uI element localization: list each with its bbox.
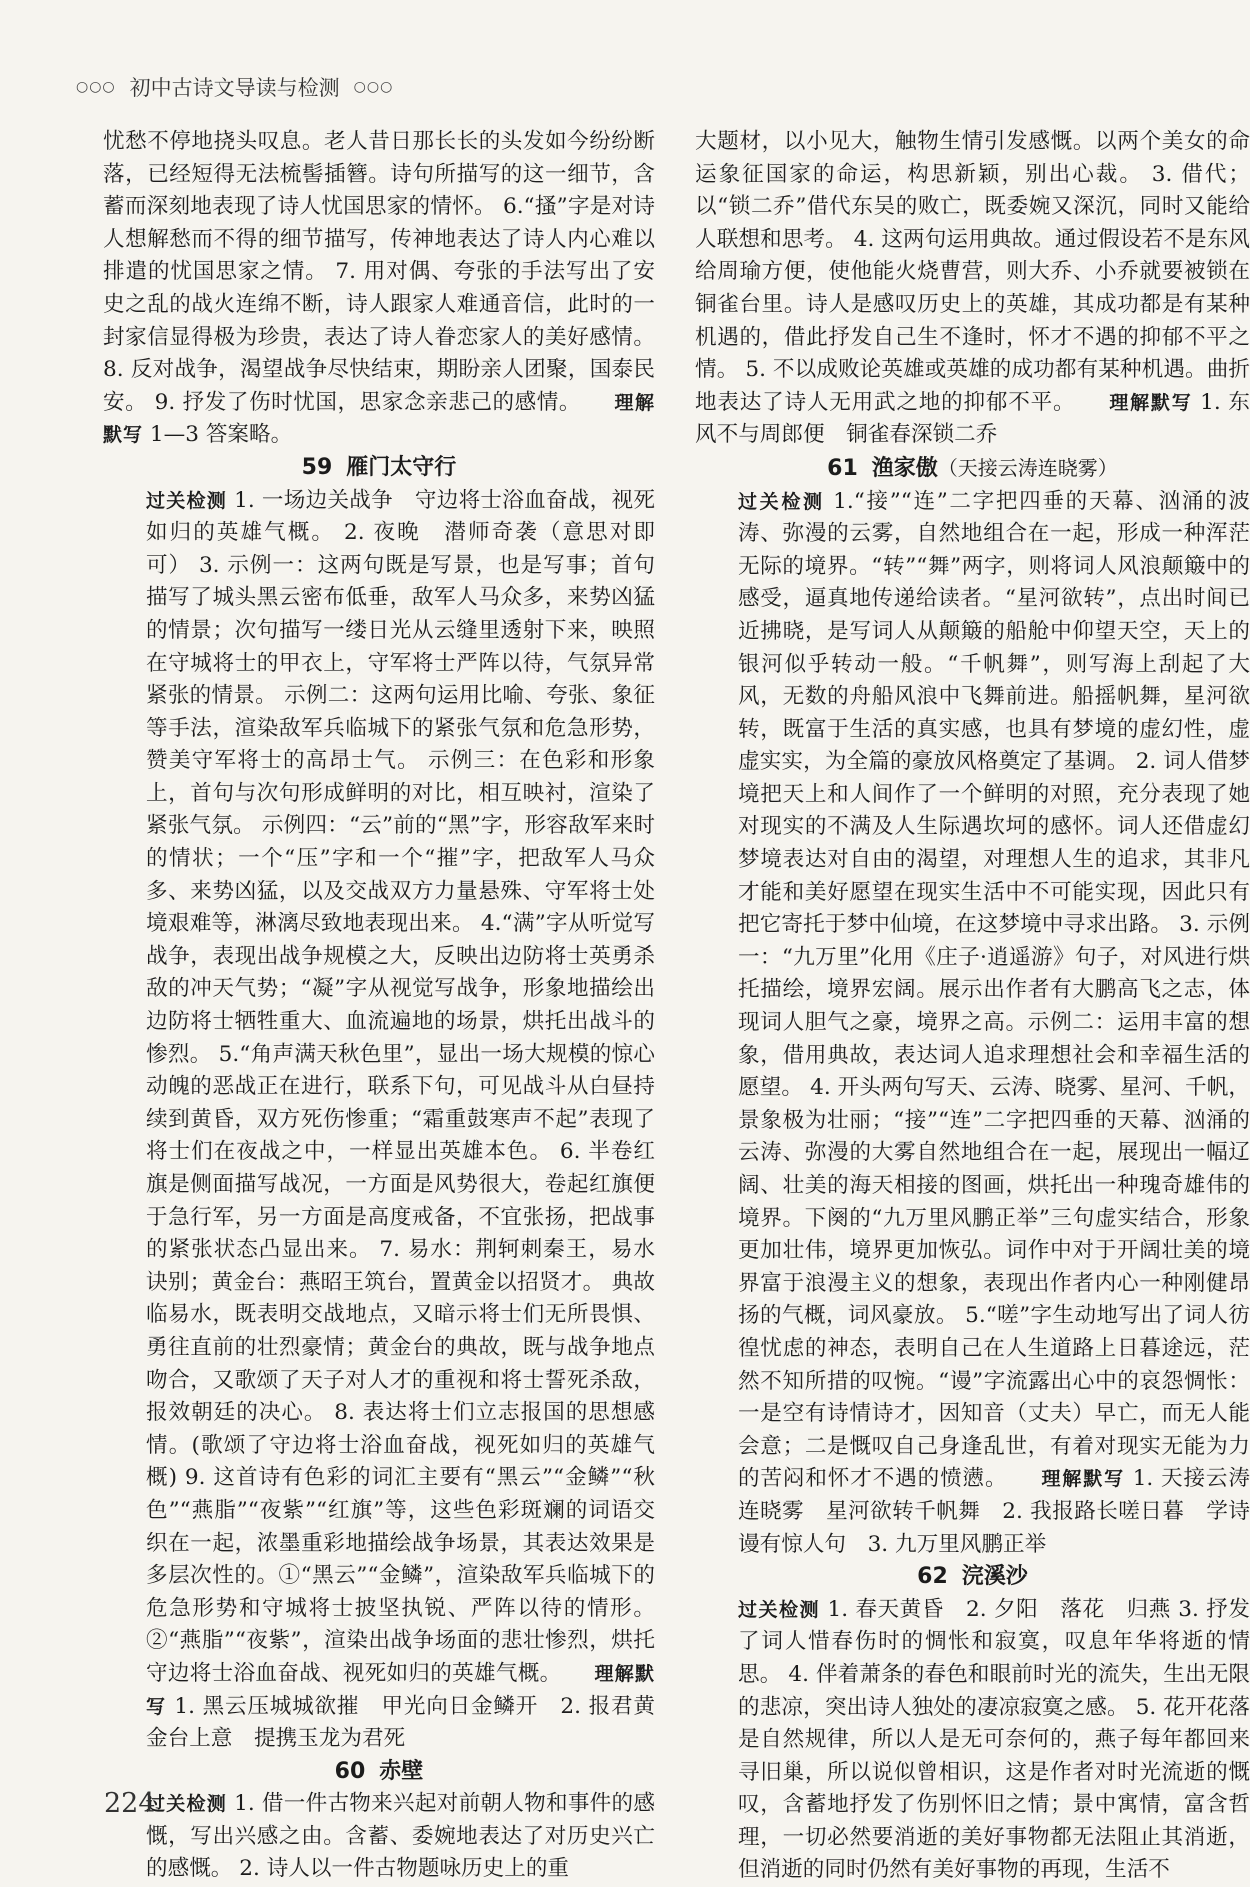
- ornament-left: ○○○: [76, 79, 116, 95]
- section-61-body: 过关检测 1.“接”“连”二字把四垂的天幕、汹涌的波涛、弥漫的云雾，自然地组合在一起，形成一种浑茫无际的境界。“转”“舞”两字，则将词人风浪颠簸中的感受，逼真地传递给读者。“星河欲转”，点出时间已近拂晓，是写词人从颠簸的船舱中仰望天空，天上的银河似乎转动一般。“千帆舞”，则写海上刮起了大风，无数的舟船风浪中飞舞前进。船摇帆舞，星河欲转，既富于生活的真实感，也具有梦境的虚幻性，虚虚实实，为全篇的豪放风格奠定了基调。 2. 词人借梦境把天上和人间作了一个鲜明的对照，充分表现了她对现实的不满及人生际遇坎坷的感怀。词人还借虚幻梦境表达对自由的渴望，对理想人生的追求，其非凡才能和美好愿望在现实生活中不可能实现，因此只有把它寄托于梦中仙境，在这梦境中寻求出路。 3. 示例一：“九万里”化用《庄子·逍遥游》句子，对风进行烘托描绘，境界宏阔。展示出作者有大鹏高飞之志，体现词人胆气之豪，境界之高。示例二：运用丰富的想象，借用典故，表达词人追求理想社会和幸福生活的愿望。 4. 开头两句写天、云涛、晓雾、星河、千帆，景象极为壮丽；“接”“连”二字把四垂的天幕、汹涌的云涛、弥漫的大雾自然地组合在一起，展现出一幅辽阔、壮美的海天相接的图画，烘托出一种瑰奇雄伟的境界。下阕的“九万里风鹏正举”三句虚实结合，形象更加壮伟，境界更加恢弘。词作中对于开阔壮美的境界富于浪漫主义的想象，表现出作者内心一种刚健昂扬的气概，词风豪放。 5.“嗟”字生动地写出了词人彷徨忧虑的神态，表明自己在人生道路上日暮途远，茫然不知所措的叹惋。“谩”字流露出心中的哀怨惆怅：一是空有诗情诗才，因知音（丈夫）早亡，而无人能会意；二是慨叹自己身逢乱世，有着对现实无能为力的苦闷和怀才不遇的愤懑。 理解默写 1. 天接云涛连晓雾 星河欲转千帆舞 2. 我报路长嗟日暮 学诗谩有惊人句 3. 九万里风鹏正举: [738, 488, 1250, 1557]
- tag-guoguan-jiance: 过关检测: [738, 1598, 821, 1621]
- page-number: 224: [104, 1788, 156, 1819]
- tag-guoguan-jiance: 过关检测: [146, 1793, 228, 1816]
- tag-lijie-moxie: 理解默写: [1109, 391, 1193, 414]
- tag-guoguan-jiance: 过关检测: [146, 489, 228, 512]
- section-59-heading: 59 雁门太守行: [301, 454, 457, 480]
- section-62-heading: 62 浣溪沙: [917, 1564, 1028, 1590]
- continued-answer-58: 忧愁不停地挠头叹息。老人昔日那长长的头发如今纷纷断落，已经短得无法梳髻插簪。诗句所描写的这一细节，含蓄而深刻地表现了诗人忧国思家的情怀。 6.“搔”字是对诗人想解愁而不得的细节描写，传神地表达了诗人内心难以排遣的忧国思家之情。 7. 用对偶、夸张的手法写出了安史之乱的战火连绵不断，诗人跟家人难通音信，此时的一封家信显得极为珍贵，表达了诗人眷恋家人的美好感情。 8. 反对战争，渴望战争尽快结束，期盼亲人团聚，国泰民安。 9. 抒发了伤时忧国，思家念亲悲己的感情。 理解默写 1—3 答案略。: [103, 129, 655, 448]
- section-60-heading: 60 赤壁: [334, 1758, 424, 1784]
- section-60-body: 过关检测 1. 借一件古物来兴起对前朝人物和事件的感慨，写出兴感之由。含蓄、委婉地表达了对历史兴亡的感慨。 2. 诗人以一件古物题咏历史上的重: [146, 1791, 655, 1882]
- left-column: [103, 126, 655, 1886]
- ornament-right: ○○○: [353, 79, 394, 95]
- tag-lijie-moxie: 理解默写: [103, 391, 655, 447]
- section-61-heading: 61 渔家傲（天接云涛连晓雾）: [827, 455, 1118, 481]
- running-header: [76, 70, 393, 104]
- book-title: 初中古诗文导读与检测: [129, 76, 340, 100]
- continued-answer-60: 大题材，以小见大，触物生情引发感慨。以两个美女的命运象征国家的命运，构思新颖，别出心裁。 3. 借代；以“锁二乔”借代东吴的败亡，既委婉又深沉，同时又能给人联想和思考。 4. 这两句运用典故。通过假设若不是东风给周瑜方便，使他能火烧曹营，则大乔、小乔就要被锁在铜雀台里。诗人是感叹历史上的英雄，其成功都是有某种机遇的，借此抒发自己生不逢时，怀才不遇的抑郁不平之情。 5. 不以成败论英雄或英雄的成功都有某种机遇。曲折地表达了诗人无用武之地的抑郁不平。 理解默写 1. 东风不与周郎便 铜雀春深锁二乔: [695, 129, 1250, 448]
- tag-guoguan-jiance: 过关检测: [738, 490, 825, 513]
- tag-lijie-moxie: 理解默写: [1041, 1468, 1125, 1491]
- section-59-body: 过关检测 1. 一场边关战争 守边将士浴血奋战，视死如归的英雄气概。 2. 夜晚 潜师奇袭（意思对即可） 3. 示例一：这两句既是写景，也是写事；首句描写了城头黑云密布低垂，敌军人马众多，来势凶猛的情景；次句描写一缕日光从云缝里透射下来，映照在守城将士的甲衣上，守军将士严阵以待，气氛异常紧张的情景。 示例二：这两句运用比喻、夸张、象征等手法，渲染敌军兵临城下的紧张气氛和危急形势，赞美守军将士的高昂士气。 示例三：在色彩和形象上，首句与次句形成鲜明的对比，相互映衬，渲染了紧张气氛。 示例四：“云”前的“黑”字，形容敌军来时的情状；一个“压”字和一个“摧”字，把敌军人马众多、来势凶猛，以及交战双方力量悬殊、守军将士处境艰难等，淋漓尽致地表现出来。 4.“满”字从听觉写战争，表现出战争规模之大，反映出边防将士英勇杀敌的冲天气势；“凝”字从视觉写战争，形象地描绘出边防将士牺牲重大、血流遍地的场景，烘托出战斗的惨烈。 5.“角声满天秋色里”，显出一场大规模的惊心动魄的恶战正在进行，联系下句，可见战斗从白昼持续到黄昏，双方死伤惨重；“霜重鼓寒声不起”表现了将士们在夜战之中，一样显出英雄本色。 6. 半卷红旗是侧面描写战况，一方面是风势很大，卷起红旗便于急行军，另一方面是高度戒备，不宜张扬，把战事的紧张状态凸显出来。 7. 易水：荆轲刺秦王，易水诀别；黄金台：燕昭王筑台，置黄金以招贤才。 典故临易水，既表明交战地点，又暗示将士们无所畏惧、勇往直前的壮烈豪情；黄金台的典故，既与战争地点吻合，又歌颂了天子对人才的重视和将士誓死杀敌，报效朝廷的决心。 8. 表达将士们立志报国的思想感情。(歌颂了守边将士浴血奋战，视死如归的英雄气概) 9. 这首诗有色彩的词汇主要有“黑云”“金鳞”“秋色”“燕脂”“夜紫”“红旗”等，这些色彩斑斓的词语交织在一起，浓墨重彩地描绘战争场景，其表达效果是多层次性的。①“黑云”“金鳞”，渲染敌军兵临城下的危急形势和守城将士披坚执锐、严阵以待的情形。 ②“燕脂”“夜紫”，渲染出战争场面的悲壮惨烈，烘托守边将士浴血奋战、视死如归的英雄气概。 理解默写 1. 黑云压城城欲摧 甲光向日金鳞开 2. 报君黄金台上意 提携玉龙为君死: [146, 487, 655, 1752]
- section-62-body: 过关检测 1. 春天黄昏 2. 夕阳 落花 归燕 3. 抒发了词人惜春伤时的惆怅和寂寞，叹息年华将逝的情思。 4. 伴着萧条的春色和眼前时光的流失，生出无限的悲凉，突出诗人独处的凄凉寂寞之感。 5. 花开花落是自然规律，所以人是无可奈何的，燕子每年都回来寻旧巢，所以说似曾相识，这是作者对时光流逝的慨叹，含蓄地抒发了伤别怀旧之情；景中寓情，富含哲理，一切必然要消逝的美好事物都无法阻止其消逝，但消逝的同时仍然有美好事物的再现，生活不: [738, 1596, 1250, 1883]
- right-column: [695, 126, 1250, 1887]
- tag-lijie-moxie: 理解默写: [146, 1662, 655, 1718]
